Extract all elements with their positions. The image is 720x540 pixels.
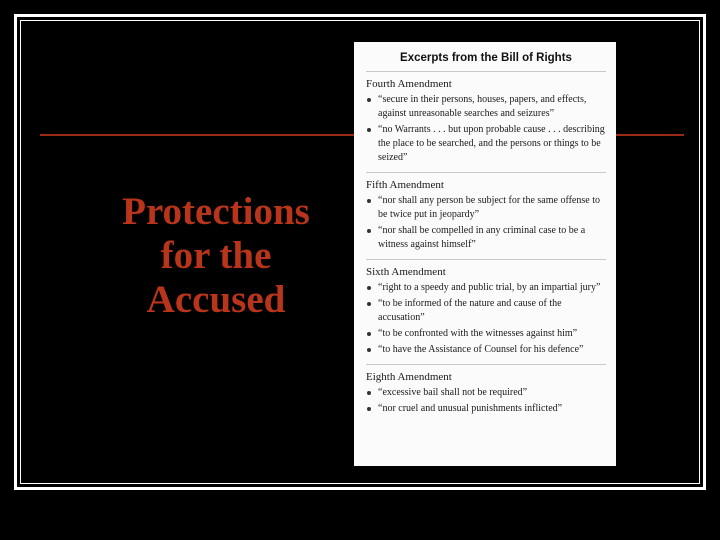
excerpt-item <box>366 343 606 357</box>
excerpt-item-text: “secure in their persons, houses, papers, and effects, against unreasonable searches and seizures” <box>378 94 587 119</box>
bullet-icon <box>367 407 371 411</box>
excerpt-title: Excerpts from the Bill of Rights <box>366 52 606 72</box>
excerpt-item <box>366 297 606 325</box>
excerpt-item <box>366 194 606 222</box>
amendment-section-eighth <box>366 365 606 423</box>
slide-title-line: for the <box>160 234 272 277</box>
amendment-section-fourth <box>366 72 606 173</box>
bullet-icon <box>367 302 371 306</box>
excerpt-item-text: “nor shall be compelled in any criminal case to be a witness against himself” <box>378 225 586 250</box>
excerpt-item-text: “right to a speedy and public trial, by an impartial jury” <box>378 282 601 293</box>
excerpt-item <box>366 123 606 165</box>
divider-rule-right <box>616 134 684 136</box>
amendment-section-sixth <box>366 260 606 365</box>
slide-title-line: Protections <box>122 190 310 233</box>
bullet-icon <box>367 286 371 290</box>
bullet-icon <box>367 229 371 233</box>
excerpt-item-text: “no Warrants . . . but upon probable cause . . . describing the place to be searched, and the persons or things to be seized” <box>378 124 605 163</box>
amendment-name: Fourth Amendment <box>366 78 452 90</box>
amendment-name: Eighth Amendment <box>366 371 452 383</box>
bullet-icon <box>367 98 371 102</box>
bullet-icon <box>367 391 371 395</box>
excerpt-item <box>366 281 606 295</box>
amendment-section-fifth <box>366 173 606 260</box>
bullet-icon <box>367 128 371 132</box>
excerpt-item-text: “to have the Assistance of Counsel for his defence” <box>378 344 584 355</box>
bullet-icon <box>367 348 371 352</box>
excerpt-item <box>366 386 606 400</box>
excerpt-item-text: “nor shall any person be subject for the same offense to be twice put in jeopardy” <box>378 195 600 220</box>
slide-title-line: Accused <box>146 278 286 321</box>
bill-of-rights-excerpt-panel <box>354 42 616 466</box>
excerpt-item <box>366 402 606 416</box>
slide-title <box>100 190 332 322</box>
excerpt-item-text: “to be confronted with the witnesses against him” <box>378 328 578 339</box>
excerpt-item <box>366 327 606 341</box>
excerpt-item-text: “to be informed of the nature and cause of the accusation” <box>378 298 562 323</box>
amendment-name: Sixth Amendment <box>366 266 446 278</box>
amendment-name: Fifth Amendment <box>366 179 444 191</box>
excerpt-item <box>366 224 606 252</box>
excerpt-item <box>366 93 606 121</box>
bullet-icon <box>367 199 371 203</box>
divider-rule-left <box>40 134 354 136</box>
excerpt-item-text: “excessive bail shall not be required” <box>378 387 528 398</box>
bullet-icon <box>367 332 371 336</box>
excerpt-item-text: “nor cruel and unusual punishments inflicted” <box>378 403 563 414</box>
